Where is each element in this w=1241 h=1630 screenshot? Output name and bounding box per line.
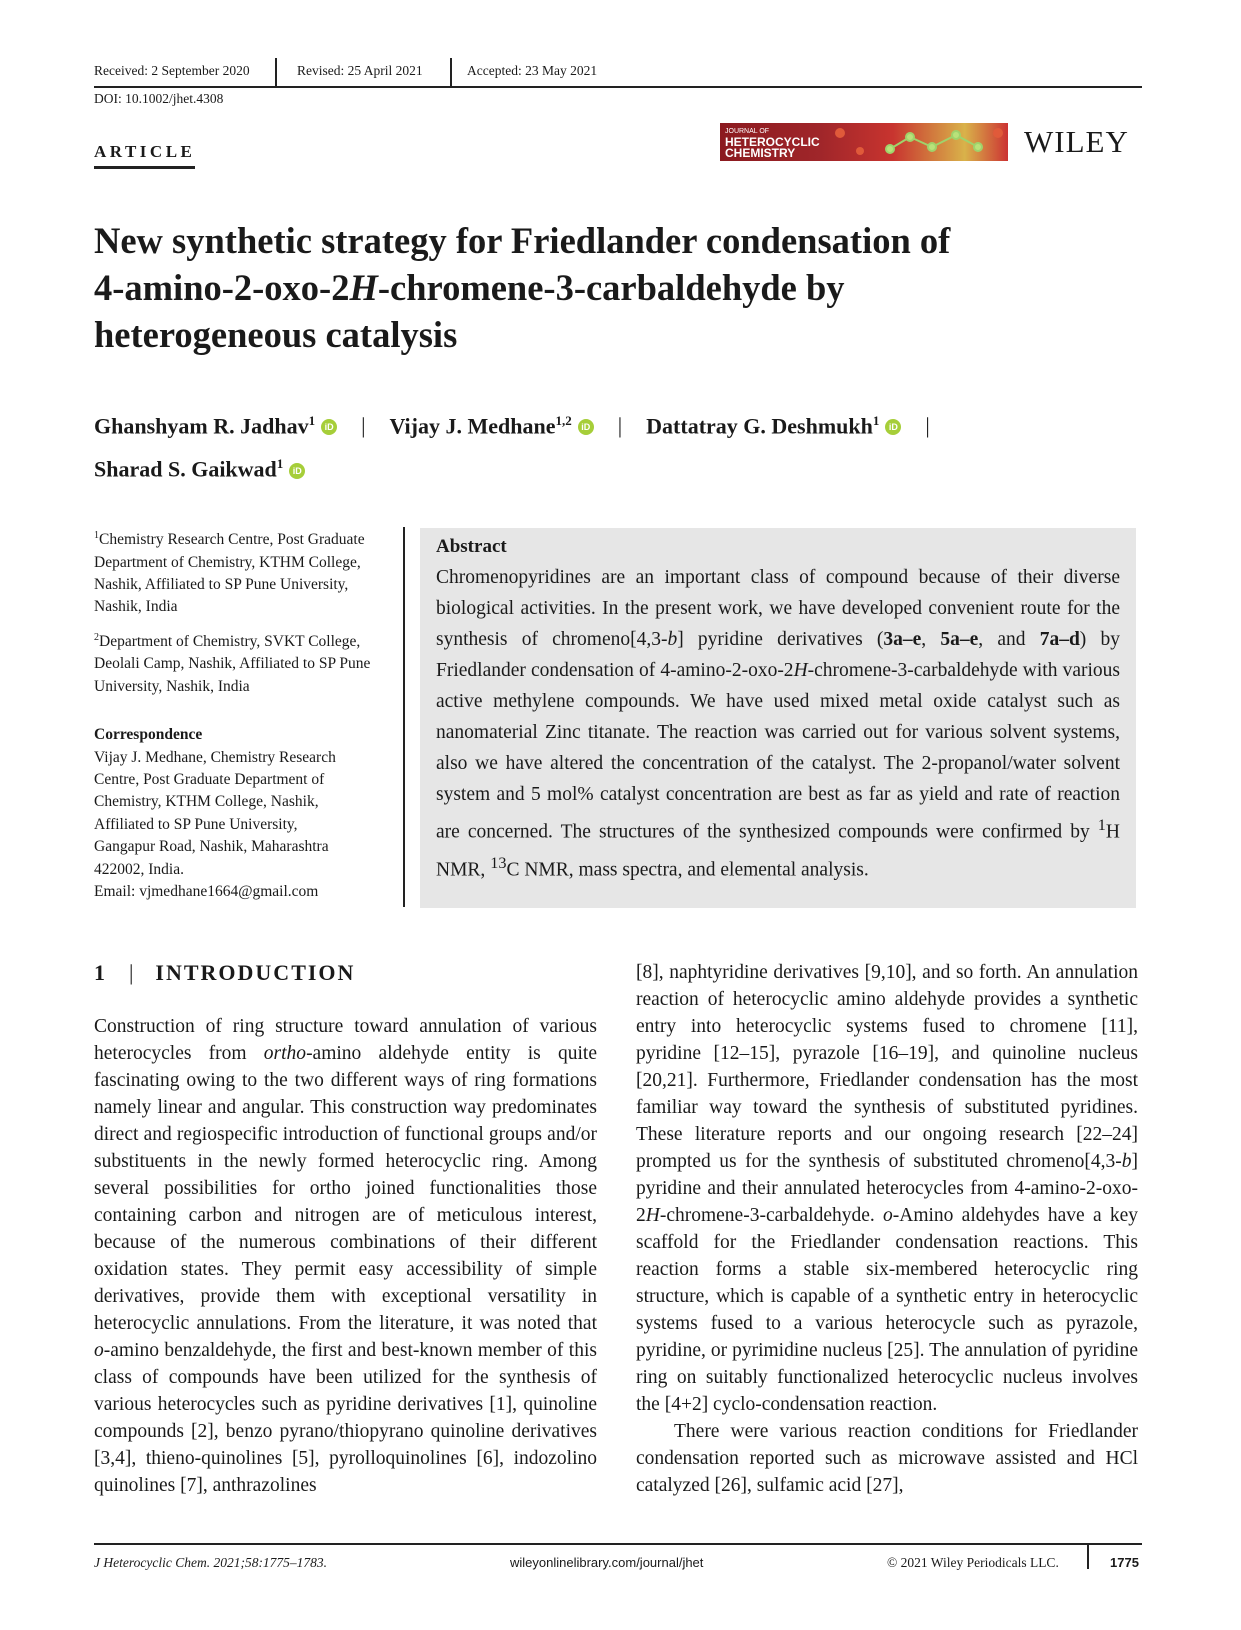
affiliation-2: $^2$Department of Chemistry, SVKT College, Deolali Camp, Nashik, Affiliated to SP Pune University, Nashik, India [94, 631, 371, 695]
divider [275, 58, 277, 86]
orcid-icon[interactable]: iD [885, 419, 901, 435]
author-name[interactable]: Dattatray G. Deshmukh [646, 413, 873, 439]
publisher-logo[interactable]: WILEY [1024, 124, 1129, 159]
article-title: New synthetic strategy for Friedlander condensation of 4-amino-2-oxo-2H-chromene-3-carbaldehyde by heterogeneous catalysis [94, 220, 951, 355]
affiliation-1: $^1$Chemistry Research Centre, Post Graduate Department of Chemistry, KTHM College, Nashik, Affiliated to SP Pune University, Nashik, India [94, 530, 365, 616]
divider [450, 58, 452, 86]
doi[interactable]: DOI: 10.1002/jhet.4308 [94, 91, 224, 106]
author-separator: | [617, 413, 623, 439]
intro-right-column [636, 959, 1138, 1499]
journal-logo[interactable] [720, 123, 1008, 161]
footer-copyright: © 2021 Wiley Periodicals LLC. [887, 1555, 1059, 1570]
revised-date: Revised: 25 April 2021 [297, 63, 423, 78]
column-divider [403, 527, 405, 907]
article-label: ARTICLE [94, 142, 195, 169]
orcid-icon[interactable]: iD [289, 463, 305, 479]
footer-url[interactable]: wileyonlinelibrary.com/journal/jhet [510, 1555, 704, 1570]
author-name[interactable]: Sharad S. Gaikwad [94, 456, 277, 482]
correspondence-heading: Correspondence [94, 726, 203, 744]
received-date: Received: 2 September 2020 [94, 63, 250, 78]
paragraph: There were various reaction conditions for Friedlander condensation reported such as microwave assisted and HCl catalyzed [26], sulfamic acid [27], [636, 1421, 1138, 1496]
abstract-text: Chromenopyridines are an important class of compound because of their diverse biological activities. In the present work, we have developed convenient route for the synthesis of chromeno[4,3-b] pyridine derivatives (3a–e, 5a–e, and 7a–d) by Friedlander condensation of 4-amino-2-oxo-2H-chromene-3-carbaldehyde with various active methylene compounds. We have used mixed metal oxide catalyst such as nanomaterial Zinc titanate. The reaction was carried out for various solvent systems, also we have altered the concentration of the catalyst. The 2-propanol/water solvent system and 5 mol% catalyst concentration are best as far as yield and rate of reaction are concerned. The structures of the synthesized compounds were confirmed by $^1$H NMR, $^{13}$C NMR, mass spectra, and elemental analysis. [436, 567, 1120, 880]
author-name[interactable]: Ghanshyam R. Jadhav [94, 413, 309, 439]
section-heading: 1 | INTRODUCTION [94, 960, 356, 985]
dates-bar [94, 60, 1142, 88]
author-name[interactable]: Vijay J. Medhane [389, 413, 556, 439]
accepted-date: Accepted: 23 May 2021 [467, 63, 598, 78]
footer-divider [1087, 1545, 1089, 1569]
page-number: 1775 [1110, 1555, 1139, 1570]
journal-name-1: HETEROCYCLIC [725, 135, 820, 149]
author-list: Ghanshyam R. Jadhav$^1$ iD | Vijay J. Medhane$^{1,2}$ iD | Dattatray G. Deshmukh$^1$ iD | Sharad S. Gaikwad$^1$ iD [94, 402, 1154, 489]
abstract-box [420, 528, 1136, 908]
affiliations [94, 525, 394, 903]
journal-small: JOURNAL OF [725, 128, 770, 135]
author-separator: | [361, 413, 366, 439]
orcid-icon[interactable]: iD [578, 419, 594, 435]
correspondence-address: Vijay J. Medhane, Chemistry Research Centre, Post Graduate Department of Chemistry, KTHM College, Nashik, Affiliated to SP Pune University, Gangapur Road, Nashik, Maharashtra 422002, India. Email: vjmedhane1664@gmail.com [94, 747, 394, 904]
orcid-icon[interactable]: iD [321, 419, 337, 435]
footer-rule [94, 1543, 1142, 1545]
footer-citation: J Heterocyclic Chem. 2021;58:1775–1783. [94, 1555, 328, 1570]
author-separator: | [925, 413, 930, 439]
paragraph: [8], naphtyridine derivatives [9,10], and so forth. An annulation reaction of heterocyclic amino aldehyde provides a synthetic entry into heterocyclic systems fused to chromene [11], pyridine [12–15], pyrazole [16–19], and quinoline nucleus [20,21]. Furthermore, Friedlander condensation has the most familiar way toward the synthesis of substituted pyridines. These literature reports and our ongoing research [22–24] prompted us for the synthesis of substituted chromeno[4,3-b] pyridine and their annulated heterocycles from 4-amino-2-oxo-2H-chromene-3-carbaldehyde. o-Amino aldehydes have a key scaffold for the Friedlander condensation reactions. This reaction forms a stable six-membered heterocyclic ring structure, which is capable of a synthetic entry in heterocyclic systems fused to a various heterocycle such as pyrazole, pyridine, or pyrimidine nucleus [25]. The annulation of pyridine ring on suitably functionalized heterocyclic nucleus involves the [4+2] cyclo-condensation reaction. [636, 962, 1138, 1415]
journal-name-2: CHEMISTRY [725, 146, 796, 160]
abstract-heading: Abstract [436, 536, 507, 557]
correspondence-email[interactable]: Email: vjmedhane1664@gmail.com [94, 883, 319, 900]
intro-left-column: Construction of ring structure toward annulation of various heterocycles from ortho-amino aldehyde entity is quite fascinating owing to the two different ways of ring formations namely linear and angular. This construction way predominates direct and regiospecific introduction of functional groups and/or substituents in the newly formed heterocyclic ring. Among several possibilities for ortho joined functionalities those containing carbon and nitrogen are of meticulous interest, because of the numerous combinations of their different oxidation states. They permit easy accessibility of simple derivatives, provide them with exceptional versatility in heterocyclic annulations. From the literature, it was noted that o-amino benzaldehyde, the first and best-known member of this class of compounds have been utilized for the synthesis of various heterocycles such as pyridine derivatives [1], quinoline compounds [2], benzo pyrano/thiopyrano quinoline derivatives [3,4], thieno-quinolines [5], pyrolloquinolines [6], indozolino quinolines [7], anthrazolines [94, 1016, 597, 1496]
